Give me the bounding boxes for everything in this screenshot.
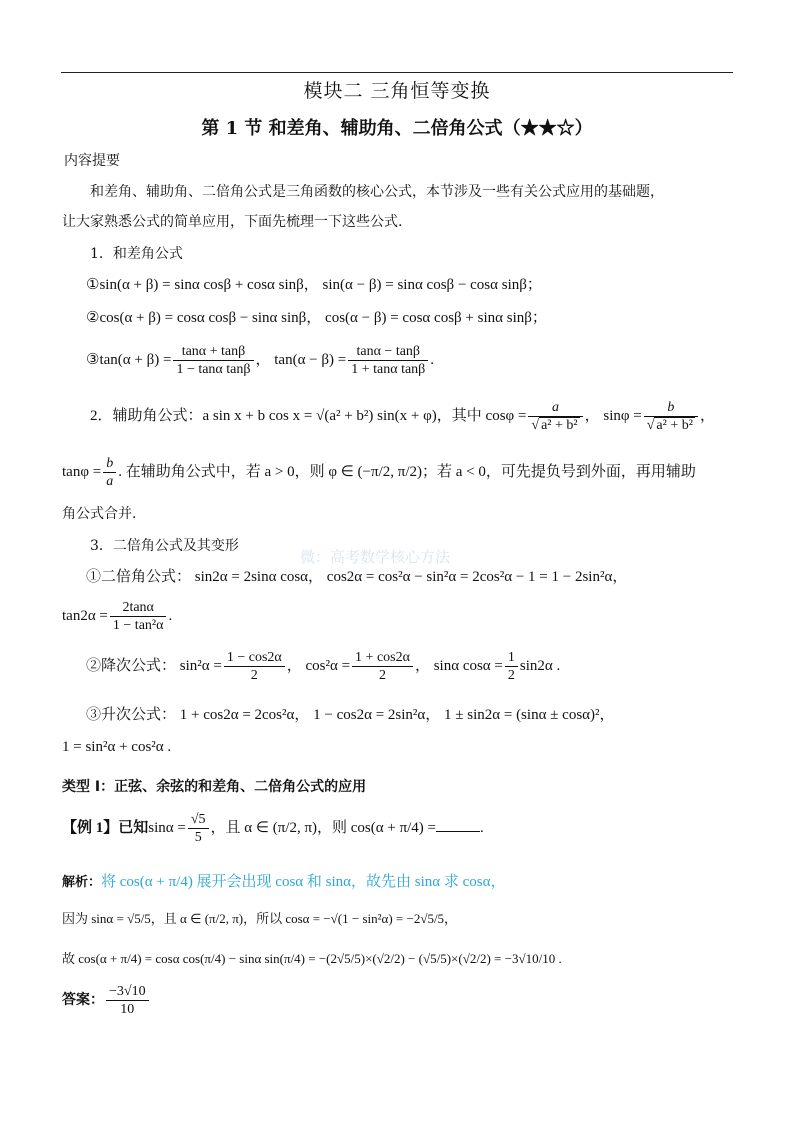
- top-rule: [61, 72, 733, 73]
- lower-sin-denominator: 2: [250, 668, 258, 684]
- lower-sin-fraction: [224, 649, 285, 684]
- solution-label: 解析：: [62, 875, 102, 890]
- raise-formula: ③升次公式： 1 + cos2α = 2cos²α， 1 − cos2α = 2sin²α， 1 ± sin2α = (sinα ± cosα)²，: [86, 707, 615, 723]
- aux-sin-fraction: [644, 399, 698, 434]
- lower-formula-line: [86, 646, 560, 686]
- lower-cos-numerator: 1 + cos2α: [352, 649, 413, 667]
- answer-numerator: −3√10: [106, 983, 149, 1001]
- intro-line-2: 让大家熟悉公式的简单应用，下面先梳理一下这些公式.: [62, 214, 403, 230]
- aux-tan-denominator: a: [106, 474, 114, 490]
- double-tan-lhs: tan2α =: [62, 608, 108, 624]
- lower-sc-numerator: 1: [505, 649, 518, 667]
- solution-line-3: 故 cos(α + π/4) = cosα cos(π/4) − sinα sin(π/4) = −(2√5/5)×(√2/2) − (√5/5)×(√2/2) = −3√10/10 .: [62, 951, 562, 966]
- answer-line: [62, 980, 151, 1020]
- pythagorean-identity: 1 = sin²α + cos²α .: [62, 739, 172, 755]
- tan-minus-fraction: [348, 343, 428, 378]
- double-tan-denominator: 1 − tan²α: [112, 618, 164, 634]
- double-formula: ①二倍角公式： sin2α = 2sinα cosα， cos2α = cos²α − sin²α = 2cos²α − 1 = 1 − 2sin²α，: [86, 569, 628, 585]
- tan-minus-numerator: tanα − tanβ: [348, 343, 428, 361]
- tan-label: ③: [86, 352, 100, 368]
- lower-cos-fraction: [352, 649, 413, 684]
- lower-cos-lhs: ， cos²α =: [286, 658, 351, 674]
- double-tan-numerator: 2tanα: [110, 599, 167, 617]
- solution-line-2: 因为 sinα = √5/5，且 α ∈ (π/2, π)，所以 cosα = −√(1 − sin²α) = −2√5/5，: [62, 911, 458, 926]
- aux-tan-fraction: [103, 455, 116, 490]
- tan-plus-lhs: tan(α + β) =: [99, 352, 172, 368]
- answer-fraction: [106, 983, 149, 1018]
- example-mid: ，且 α ∈ (π/2, π)，则 cos(α + π/4) =: [210, 820, 437, 836]
- sum-diff-title: 1．和差角公式: [90, 246, 183, 262]
- double-tan-fraction: [110, 599, 167, 634]
- tan-plus-fraction: [173, 343, 253, 378]
- intro-line-1: 和差角、辅助角、二倍角公式是三角函数的核心公式，本节涉及一些有关公式应用的基础题，: [90, 184, 664, 200]
- aux-end: 角公式合并.: [62, 506, 137, 522]
- lower-sc-denominator: 2: [507, 668, 515, 684]
- solution-hint: 将 cos(α + π/4) 展开会出现 cosα 和 sinα，故先由 sinα 求 cosα，: [101, 874, 506, 890]
- aux-sin-lhs: ， sinφ =: [584, 408, 642, 424]
- aux-sin-numerator: b: [644, 399, 698, 417]
- watermark: 微：高考数学核心方法: [300, 548, 451, 566]
- answer-denominator: 10: [120, 1001, 135, 1017]
- lower-sc-fraction: [505, 649, 518, 684]
- example-numerator: √5: [188, 811, 209, 829]
- example-given: sinα =: [148, 820, 186, 836]
- aux-sin-denominator: √ a² + b²: [646, 418, 693, 434]
- aux-tan-rest: . 在辅助角公式中，若 a > 0，则 φ ∈ (−π/2, π/2)；若 a < 0，可先提负号到外面，再用辅助: [118, 464, 696, 480]
- aux-title: 2．辅助角公式：: [90, 408, 203, 424]
- double-title: 3．二倍角公式及其变形: [90, 538, 239, 554]
- aux-tan-line: [62, 452, 696, 492]
- section-title: 第 1 节 和差角、辅助角、二倍角公式（★★☆）: [201, 118, 593, 139]
- example-fraction: [188, 811, 209, 846]
- aux-tan-numerator: b: [103, 455, 116, 473]
- aux-cos-denominator: √ a² + b²: [531, 418, 578, 434]
- tan-plus-numerator: tanα + tanβ: [173, 343, 253, 361]
- sin-sum-formula: ①sin(α + β) = sinα cosβ + cosα sinβ， sin(α − β) = sinα cosβ − cosα sinβ；: [86, 277, 542, 293]
- example-denominator: 5: [194, 830, 202, 846]
- module-title: 模块二 三角恒等变换: [303, 80, 491, 102]
- tan-sum-formula: ③tan(α + β) = $\frac{\tan\alpha + \tan\beta}{\text{1 − tanα tanβ}}$ ， tan(α − β) = $\frac{\tan\alpha - \tan\beta}{\text{1 + tanα tanβ}}$ .: [86, 344, 435, 378]
- aux-cos-fraction: [528, 399, 582, 434]
- double-tan-line: tan2α = $\frac{2\tan\alpha}{\text{1 − tan²α}}$ .: [62, 600, 173, 634]
- lower-sc-rest: sin2α .: [519, 658, 561, 674]
- answer-label: 答案：: [62, 992, 104, 1008]
- type1-title: 类型 I：正弦、余弦的和差角、二倍角公式的应用: [62, 779, 367, 795]
- aux-formula-line: 2．辅助角公式：a sin x + b cos x = √(a² + b²) sin(x + φ)，其中 cosφ = $\frac{a}{\text{√ a² + b²}}$ ， sinφ = $\frac{b}{\text{√ a² + b²}}$ ，: [90, 400, 715, 434]
- lower-sin-numerator: 1 − cos2α: [224, 649, 285, 667]
- tan-minus-denominator: 1 + tanα tanβ: [351, 362, 426, 378]
- intro-heading: 内容提要: [64, 153, 120, 169]
- aux-cos-numerator: a: [528, 399, 582, 417]
- lower-sc-lhs: ， sinα cosα =: [414, 658, 503, 674]
- lower-cos-denominator: 2: [379, 668, 386, 684]
- tan-plus-denominator: 1 − tanα tanβ: [176, 362, 251, 378]
- aux-tan-lhs: tanφ =: [62, 464, 102, 480]
- solution-line-1: [62, 871, 506, 894]
- example-1: 【例 1】已知sinα = $\frac{√5}{5}$ ，且 α ∈ (π/2, π)，则 cos(α + π/4) = .: [62, 812, 484, 846]
- lower-label: ②降次公式： sin²α =: [86, 658, 222, 674]
- example-label: 【例 1】已知: [62, 820, 149, 836]
- answer-blank: [436, 817, 480, 832]
- aux-formula: a sin x + b cos x = √(a² + b²) sin(x + φ)，其中 cosφ =: [202, 408, 527, 424]
- cos-sum-formula: ②cos(α + β) = cosα cosβ − sinα sinβ， cos(α − β) = cosα cosβ + sinα sinβ；: [86, 310, 547, 326]
- tan-minus-lhs: ， tan(α − β) =: [255, 352, 347, 368]
